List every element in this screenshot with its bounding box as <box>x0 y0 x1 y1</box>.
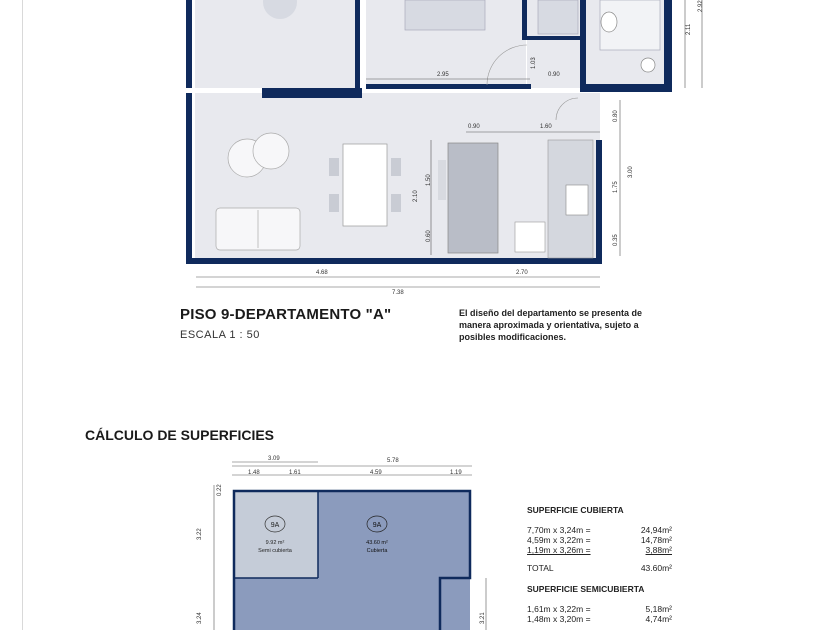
calc-dim-3-21: 3.21 <box>480 612 486 624</box>
dim-0-90: 0.90 <box>468 124 480 130</box>
cubierta-row-value: 3,88m² <box>645 545 672 555</box>
plan-title: PISO 9-DEPARTAMENTO "A" <box>180 306 392 323</box>
dim-1-03: 1.03 <box>531 57 537 69</box>
zone-cubierta-area: 43.60 m² <box>366 540 388 546</box>
dim-2-11: 2.11 <box>686 23 692 35</box>
calc-title: CÁLCULO DE SUPERFICIES <box>85 427 275 443</box>
semicubierta-row-calc: 1,61m x 3,22m = <box>527 604 591 614</box>
plan-disclaimer: El diseño del departamento se presenta de manera aproximada y orientativa, sujeto a posibles modificaciones. <box>459 308 643 342</box>
dining-table <box>343 144 387 226</box>
surface-table <box>527 505 672 624</box>
cubierta-total-row <box>527 563 672 573</box>
plan-scale: ESCALA 1 : 50 <box>180 329 260 341</box>
cubierta-row <box>527 525 672 535</box>
area-diagram <box>0 450 520 630</box>
calc-dim-3-22: 3.22 <box>197 528 203 540</box>
dim-2-10: 2.10 <box>413 190 419 202</box>
cubierta-row <box>527 545 672 555</box>
cubierta-row-calc: 1,19m x 3,26m = <box>527 545 591 555</box>
semicubierta-row <box>527 604 672 614</box>
wardrobe <box>538 0 578 34</box>
dim-0-80: 0.80 <box>613 110 619 122</box>
bidet <box>641 58 655 72</box>
dim-1-75: 1.75 <box>613 181 619 193</box>
zone-semi-tag: 9A <box>270 522 280 529</box>
dim-0-90-top: 0.90 <box>548 72 560 78</box>
floor-plan <box>0 0 840 300</box>
dim-4-68: 4.68 <box>316 270 328 276</box>
calc-dim-1-19: 1.19 <box>450 470 462 476</box>
calc-dim-3-24: 3.24 <box>197 612 203 624</box>
zone-semi-label: Semi cubierta <box>258 548 292 554</box>
bed <box>405 0 485 30</box>
dim-0-35: 0.35 <box>613 234 619 246</box>
semicubierta-row <box>527 614 672 624</box>
cubierta-total-value: 43.60m² <box>640 563 672 573</box>
zone-cubierta-label: Cubierta <box>366 548 388 554</box>
kitchen-island <box>448 143 498 253</box>
island-stool <box>438 160 446 200</box>
dim-0-60: 0.60 <box>426 230 432 242</box>
dim-2-95: 2.95 <box>437 72 449 78</box>
cubierta-header: SUPERFICIE CUBIERTA <box>527 505 624 515</box>
calc-dim-1-48: 1.48 <box>248 470 260 476</box>
zone-semi-area: 9.92 m² <box>265 540 285 546</box>
cubierta-total-label: TOTAL <box>527 563 554 573</box>
cubierta-row-value: 24,94m² <box>640 525 672 535</box>
calc-dim-5-78: 5.78 <box>387 458 399 464</box>
calc-dim-4-59: 4.59 <box>370 470 382 476</box>
cubierta-row-calc: 7,70m x 3,24m = <box>527 525 591 535</box>
calc-dim-3-09: 3.09 <box>268 456 280 462</box>
cubierta-row <box>527 535 672 545</box>
semicubierta-header: SUPERFICIE SEMICUBIERTA <box>527 584 645 594</box>
cubierta-row-calc: 4,59m x 3,22m = <box>527 535 591 545</box>
dim-1-50: 1.50 <box>426 174 432 186</box>
cubierta-row-value: 14,78m² <box>640 535 672 545</box>
zone-semicubierta <box>234 491 318 578</box>
semicubierta-row-value: 5,18m² <box>645 604 672 614</box>
dim-2-92: 2.92 <box>698 0 704 12</box>
dim-3-00: 3.00 <box>628 166 634 178</box>
dim-2-70: 2.70 <box>516 270 528 276</box>
round-table-2 <box>253 133 289 169</box>
dim-1-60: 1.60 <box>540 124 552 130</box>
cooktop <box>515 222 545 252</box>
dim-7-38: 7.38 <box>392 290 404 296</box>
toilet <box>601 12 617 32</box>
semicubierta-row-value: 4,74m² <box>645 614 672 624</box>
calc-dim-1-61: 1.61 <box>289 470 301 476</box>
zone-cubierta-lower <box>234 578 440 630</box>
semicubierta-row-calc: 1,48m x 3,20m = <box>527 614 591 624</box>
calc-dim-0-22: 0.22 <box>217 484 223 496</box>
sink <box>566 185 588 215</box>
zone-cubierta-tag: 9A <box>372 522 382 529</box>
